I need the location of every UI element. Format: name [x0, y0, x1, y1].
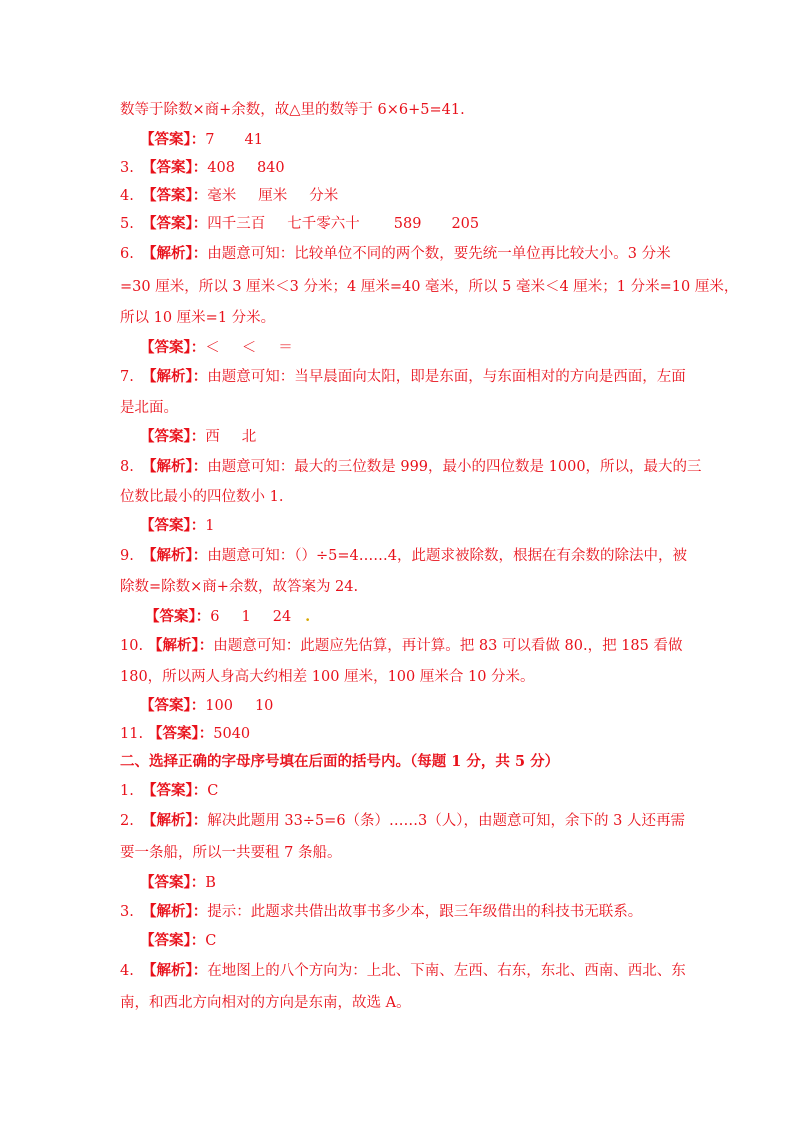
text-line: [120, 667, 535, 687]
analysis-text: 由题意可知：当早晨面向太阳，即是东面，与东面相对的方向是西面，左面: [207, 369, 686, 385]
answer-value: 41: [244, 132, 263, 148]
analysis-text: 提示：此题求共借出故事书多少本，跟三年级借出的科技书无联系。: [207, 904, 643, 920]
analysis-line: [120, 367, 686, 387]
answer-value: 分米: [309, 188, 339, 204]
answer-tag: 【答案】：: [140, 874, 206, 891]
answer-value: 10: [254, 698, 274, 714]
answer-line: [145, 607, 310, 627]
stray-dot: .: [305, 608, 311, 625]
line-text: 要一条船，所以一共要租 7 条船。: [120, 845, 342, 861]
line-text: 南，和西北方向相对的方向是东南，故选 A。: [120, 995, 411, 1011]
text-line: [120, 577, 358, 597]
text-line: [120, 100, 465, 120]
item-number: 11.: [120, 726, 144, 742]
answer-value: ＜: [241, 340, 257, 356]
analysis-line: [120, 546, 687, 566]
line-text: =30 厘米，所以 3 厘米＜3 分米；4 厘米=40 毫米，所以 5 毫米＜4 厘米；1 分米=10 厘米，: [120, 279, 739, 295]
item-number: 4.: [120, 963, 134, 979]
answer-line: [140, 338, 293, 358]
item-number: 6.: [120, 246, 134, 262]
analysis-text: 由题意可知：（）÷5=4……4，此题求被除数，根据在有余数的除法中，被: [207, 548, 687, 564]
analysis-tag: 【解析】：: [142, 812, 208, 829]
section-heading: 二、选择正确的字母序号填在后面的括号内。（每题 1 分，共 5 分）: [120, 753, 560, 770]
answer-value: 100: [205, 698, 233, 714]
answer-tag: 【答案】：: [140, 339, 206, 356]
item-number: 7.: [120, 369, 134, 385]
answer-value: 840: [256, 160, 285, 176]
item-number: 3.: [120, 160, 134, 176]
answer-value: 四千三百: [207, 216, 266, 232]
answer-value: 205: [451, 216, 480, 232]
answer-value: 589: [393, 216, 422, 232]
analysis-tag: 【解析】：: [142, 547, 208, 564]
answer-line: [140, 873, 216, 893]
answer-value: 6: [210, 609, 220, 625]
text-line: [120, 993, 411, 1013]
answer-tag: 【答案】：: [140, 932, 206, 949]
item-number: 1.: [120, 783, 134, 799]
analysis-text: 由题意可知：比较单位不同的两个数，要先统一单位再比较大小。3 分米: [207, 246, 671, 262]
answer-tag: 【答案】：: [142, 215, 208, 232]
answer-line: [120, 186, 338, 206]
answer-value: 1: [205, 518, 215, 534]
answer-line: [140, 130, 263, 150]
line-text: 是北面。: [120, 400, 178, 416]
item-number: 8.: [120, 459, 134, 475]
answer-value: 毫米: [207, 188, 237, 204]
answer-tag: 【答案】：: [140, 517, 206, 534]
item-number: 4.: [120, 188, 134, 204]
answer-line: [140, 931, 216, 951]
analysis-line: [120, 636, 682, 656]
answer-value: C: [205, 933, 217, 949]
answer-line: [120, 724, 250, 744]
line-text: 180，所以两人身高大约相差 100 厘米，100 厘米合 10 分米。: [120, 669, 535, 685]
answer-value: 408: [207, 160, 235, 176]
item-number: 10.: [120, 638, 144, 654]
item-number: 2.: [120, 813, 134, 829]
answer-tag: 【答案】：: [140, 131, 206, 148]
text-line: [120, 398, 178, 418]
text-line: [120, 843, 341, 863]
answer-tag: 【答案】：: [142, 187, 208, 204]
answer-value: 7: [205, 132, 215, 148]
answer-tag: 【答案】：: [142, 782, 208, 799]
answer-value: ＜: [205, 340, 220, 356]
analysis-text: 在地图上的八个方向为：上北、下南、左西、右东，东北、西南、西北、东: [207, 963, 686, 979]
analysis-line: [120, 902, 642, 922]
answer-value: C: [207, 783, 219, 799]
answer-line: [120, 781, 218, 801]
answer-tag: 【答案】：: [145, 608, 211, 625]
analysis-tag: 【解析】：: [148, 637, 214, 654]
answer-tag: 【答案】：: [148, 725, 214, 742]
answer-tag: 【答案】：: [142, 159, 208, 176]
analysis-text: 由题意可知：最大的三位数是 999，最小的四位数是 1000，所以，最大的三: [207, 459, 702, 475]
answer-value: 西: [205, 429, 220, 445]
answer-value: 1: [241, 609, 251, 625]
item-number: 3.: [120, 904, 134, 920]
answer-line: [140, 696, 273, 716]
answer-line: [120, 158, 285, 178]
line-text: 数等于除数×商+余数，故△里的数等于 6×6+5=41.: [120, 102, 465, 118]
answer-line: [140, 427, 256, 447]
answer-line: [140, 516, 214, 536]
analysis-line: [120, 811, 685, 831]
item-number: 5.: [120, 216, 134, 232]
answer-tag: 【答案】：: [140, 697, 206, 714]
answer-value: 七千零六十: [287, 216, 360, 232]
analysis-tag: 【解析】：: [142, 903, 208, 920]
analysis-text: 解决此题用 33÷5=6（条）……3（人），由题意可知，余下的 3 人还再需: [207, 813, 685, 829]
analysis-tag: 【解析】：: [142, 962, 208, 979]
line-text: 除数=除数×商+余数，故答案为 24.: [120, 579, 359, 595]
line-text: 位数比最小的四位数小 1.: [120, 489, 284, 505]
text-line: [120, 487, 283, 507]
answer-tag: 【答案】：: [140, 428, 206, 445]
answer-line: [120, 214, 479, 234]
analysis-line: [120, 961, 686, 981]
analysis-line: [120, 244, 671, 264]
answer-value: 24: [272, 609, 292, 625]
line-text: 所以 10 厘米=1 分米。: [120, 310, 276, 326]
answer-value: 北: [241, 429, 257, 445]
answer-value: B: [205, 875, 216, 891]
text-line: [120, 277, 738, 297]
answer-value: 厘米: [258, 188, 288, 204]
analysis-tag: 【解析】：: [142, 368, 208, 385]
analysis-tag: 【解析】：: [142, 245, 208, 262]
analysis-tag: 【解析】：: [142, 458, 208, 475]
analysis-text: 由题意可知：此题应先估算，再计算。把 83 可以看做 80.，把 185 看做: [213, 638, 683, 654]
text-line: [120, 308, 275, 328]
item-number: 9.: [120, 548, 134, 564]
analysis-line: [120, 457, 702, 477]
answer-value: 5040: [213, 726, 251, 742]
answer-value: ＝: [278, 340, 293, 356]
